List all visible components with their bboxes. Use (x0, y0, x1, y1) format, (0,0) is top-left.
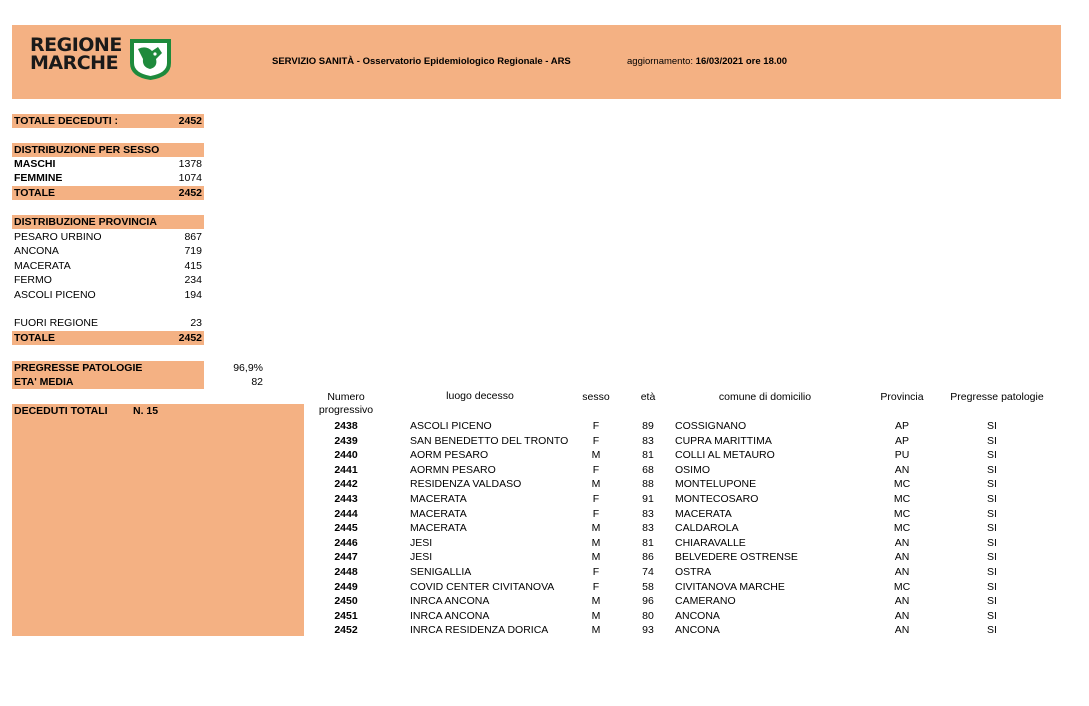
cell-sesso: M (591, 478, 601, 491)
sesso-total-value: 2452 (178, 187, 202, 199)
cell-provincia: AN (894, 566, 910, 578)
cell-numero: 2447 (334, 551, 358, 564)
cell-eta: 74 (642, 566, 654, 578)
cell-numero: 2450 (334, 595, 358, 608)
cell-comune: MACERATA (675, 507, 732, 520)
cell-provincia: AN (894, 463, 910, 476)
provincia-label: PESARO URBINO (14, 231, 102, 243)
table-row (0, 419, 1089, 434)
cell-luogo: COVID CENTER CIVITANOVA (410, 580, 555, 593)
col-header-numero (314, 391, 378, 417)
sesso-maschi-label: MASCHI (14, 158, 56, 170)
region-emblem-icon (128, 37, 173, 81)
cell-patologie: SI (987, 420, 997, 432)
cell-provincia: MC (893, 478, 911, 491)
provincia-label: ASCOLI PICENO (14, 289, 96, 301)
cell-eta: 93 (642, 624, 654, 637)
cell-sesso: M (591, 624, 601, 637)
totale-deceduti-label: TOTALE DECEDUTI : (14, 115, 119, 127)
cell-luogo: JESI (410, 551, 433, 564)
cell-eta: 96 (642, 595, 654, 608)
provincia-value: 194 (184, 289, 202, 301)
cell-comune: CAMERANO (675, 595, 736, 608)
cell-luogo: JESI (410, 536, 433, 549)
sesso-total-label: TOTALE (14, 187, 56, 199)
provincia-label: ANCONA (14, 245, 59, 257)
col-header-numero-line1: Numero (327, 391, 365, 403)
deceduti-totali-label: DECEDUTI TOTALI (14, 405, 108, 417)
cell-patologie: SI (987, 551, 997, 564)
cell-patologie: SI (987, 507, 997, 520)
col-header-provincia: Provincia (880, 391, 924, 403)
cell-numero: 2452 (334, 624, 358, 637)
cell-provincia: AN (894, 595, 910, 608)
cell-eta: 88 (642, 478, 654, 491)
provincia-value: 234 (184, 274, 202, 286)
table-row (0, 609, 1089, 624)
cell-patologie: SI (987, 522, 997, 535)
cell-patologie: SI (987, 434, 997, 447)
cell-eta: 68 (642, 463, 654, 476)
cell-comune: OSIMO (675, 463, 711, 476)
table-row (0, 507, 1089, 522)
cell-patologie: SI (987, 566, 997, 578)
eta-media-label: ETA' MEDIA (14, 376, 74, 388)
provincia-label: FERMO (14, 274, 52, 286)
cell-eta: 81 (642, 449, 654, 462)
col-header-patologie: Pregresse patologie (950, 391, 1044, 403)
cell-numero: 2442 (334, 478, 358, 491)
cell-provincia: MC (893, 580, 911, 593)
logo-line-2: MARCHE (30, 52, 119, 74)
update-label: aggiornamento: (627, 56, 694, 67)
cell-luogo: SENIGALLIA (410, 566, 472, 578)
col-header-eta: età (640, 391, 656, 403)
cell-eta: 89 (642, 420, 654, 432)
cell-provincia: AN (894, 536, 910, 549)
provincia-title: DISTRIBUZIONE PROVINCIA (14, 216, 157, 228)
cell-eta: 91 (642, 493, 654, 505)
totale-deceduti-value: 2452 (178, 115, 202, 127)
cell-luogo: INRCA ANCONA (410, 609, 490, 622)
cell-numero: 2445 (334, 522, 358, 535)
provincia-value: 867 (184, 231, 202, 243)
sesso-maschi-value: 1378 (178, 158, 202, 170)
provincia-value: 415 (184, 260, 202, 272)
cell-comune: MONTELUPONE (675, 478, 757, 491)
cell-provincia: AN (894, 609, 910, 622)
cell-eta: 83 (642, 434, 654, 447)
cell-numero: 2440 (334, 449, 358, 462)
cell-comune: ANCONA (675, 624, 720, 637)
table-row (0, 448, 1089, 463)
sesso-femmine-label: FEMMINE (14, 172, 63, 184)
logo-line-1: REGIONE (30, 34, 122, 56)
cell-sesso: M (591, 522, 601, 535)
provincia-total-value: 2452 (178, 332, 202, 344)
cell-eta: 83 (642, 507, 654, 520)
cell-numero: 2441 (334, 463, 358, 476)
table-row (0, 477, 1089, 492)
pregresse-label: PREGRESSE PATOLOGIE (14, 362, 143, 374)
col-header-numero-line2: progressivo (318, 404, 374, 416)
table-row (0, 550, 1089, 565)
cell-luogo: MACERATA (410, 507, 467, 520)
cell-sesso: M (591, 609, 601, 622)
table-row (0, 536, 1089, 551)
cell-luogo: AORM PESARO (410, 449, 489, 462)
cell-numero: 2451 (334, 609, 358, 622)
cell-numero: 2448 (334, 566, 358, 578)
provincia-value: 719 (184, 245, 202, 257)
table-row (0, 623, 1089, 638)
cell-comune: MONTECOSARO (675, 493, 759, 505)
cell-eta: 80 (642, 609, 654, 622)
cell-patologie: SI (987, 609, 997, 622)
cell-comune: CHIARAVALLE (675, 536, 746, 549)
cell-provincia: AP (894, 420, 909, 432)
table-row (0, 492, 1089, 507)
cell-luogo: ASCOLI PICENO (410, 420, 492, 432)
cell-patologie: SI (987, 493, 997, 505)
cell-sesso: M (591, 595, 601, 608)
cell-luogo: SAN BENEDETTO DEL TRONTO (410, 434, 569, 447)
cell-sesso: F (592, 493, 600, 505)
cell-comune: COSSIGNANO (675, 420, 747, 432)
cell-comune: COLLI AL METAURO (675, 449, 775, 462)
cell-provincia: AN (894, 624, 910, 637)
cell-patologie: SI (987, 478, 997, 491)
update-value: 16/03/2021 ore 18.00 (695, 56, 788, 67)
cell-provincia: PU (894, 449, 910, 462)
fuori-regione-value: 23 (190, 317, 202, 329)
cell-comune: CUPRA MARITTIMA (675, 434, 772, 447)
cell-eta: 86 (642, 551, 654, 564)
table-row (0, 521, 1089, 536)
cell-sesso: F (592, 420, 600, 432)
col-header-comune: comune di domicilio (718, 391, 812, 403)
cell-numero: 2439 (334, 434, 358, 447)
table-row (0, 580, 1089, 595)
col-header-luogo: luogo decesso (446, 390, 514, 402)
cell-sesso: F (592, 507, 600, 520)
deceduti-totali-value: N. 15 (133, 405, 159, 417)
table-row (0, 463, 1089, 478)
cell-sesso: M (591, 536, 601, 549)
cell-eta: 83 (642, 522, 654, 535)
cell-luogo: MACERATA (410, 522, 467, 535)
cell-patologie: SI (987, 580, 997, 593)
cell-numero: 2449 (334, 580, 358, 593)
cell-luogo: MACERATA (410, 493, 467, 505)
cell-luogo: INRCA ANCONA (410, 595, 490, 608)
cell-comune: CIVITANOVA MARCHE (675, 580, 785, 593)
table-row (0, 594, 1089, 609)
provincia-total-label: TOTALE (14, 332, 56, 344)
col-header-sesso: sesso (582, 391, 610, 403)
cell-sesso: M (591, 449, 601, 462)
fuori-regione-label: FUORI REGIONE (14, 317, 99, 329)
pregresse-value: 96,9% (233, 362, 263, 374)
cell-patologie: SI (987, 624, 997, 637)
eta-media-value: 82 (251, 376, 263, 388)
cell-patologie: SI (987, 463, 997, 476)
cell-provincia: MC (893, 493, 911, 505)
cell-provincia: AN (894, 551, 910, 564)
cell-comune: ANCONA (675, 609, 720, 622)
cell-sesso: F (592, 463, 600, 476)
sesso-title: DISTRIBUZIONE PER SESSO (14, 144, 160, 156)
header-band (12, 25, 1061, 99)
cell-sesso: M (591, 551, 601, 564)
sesso-femmine-value: 1074 (178, 172, 202, 184)
cell-numero: 2438 (334, 420, 358, 432)
cell-sesso: F (592, 566, 600, 578)
cell-patologie: SI (987, 595, 997, 608)
cell-sesso: F (592, 434, 600, 447)
cell-numero: 2443 (334, 493, 358, 505)
cell-eta: 81 (642, 536, 654, 549)
cell-numero: 2446 (334, 536, 358, 549)
cell-provincia: AP (894, 434, 909, 447)
service-title: SERVIZIO SANITÀ - Osservatorio Epidemiologico Regionale - ARS (272, 56, 571, 67)
cell-provincia: MC (893, 507, 911, 520)
cell-comune: OSTRA (675, 566, 712, 578)
cell-sesso: F (592, 580, 600, 593)
table-row (0, 434, 1089, 449)
region-logo-text (30, 36, 122, 72)
cell-luogo: INRCA RESIDENZA DORICA (410, 624, 549, 637)
cell-luogo: RESIDENZA VALDASO (410, 478, 522, 491)
cell-numero: 2444 (334, 507, 358, 520)
cell-comune: BELVEDERE OSTRENSE (675, 551, 798, 564)
cell-patologie: SI (987, 536, 997, 549)
cell-provincia: MC (893, 522, 911, 535)
cell-comune: CALDAROLA (675, 522, 739, 535)
update-info (627, 56, 787, 67)
cell-eta: 58 (642, 580, 654, 593)
cell-patologie: SI (987, 449, 997, 462)
provincia-label: MACERATA (14, 260, 71, 272)
table-row (0, 565, 1089, 580)
cell-luogo: AORMN PESARO (410, 463, 496, 476)
